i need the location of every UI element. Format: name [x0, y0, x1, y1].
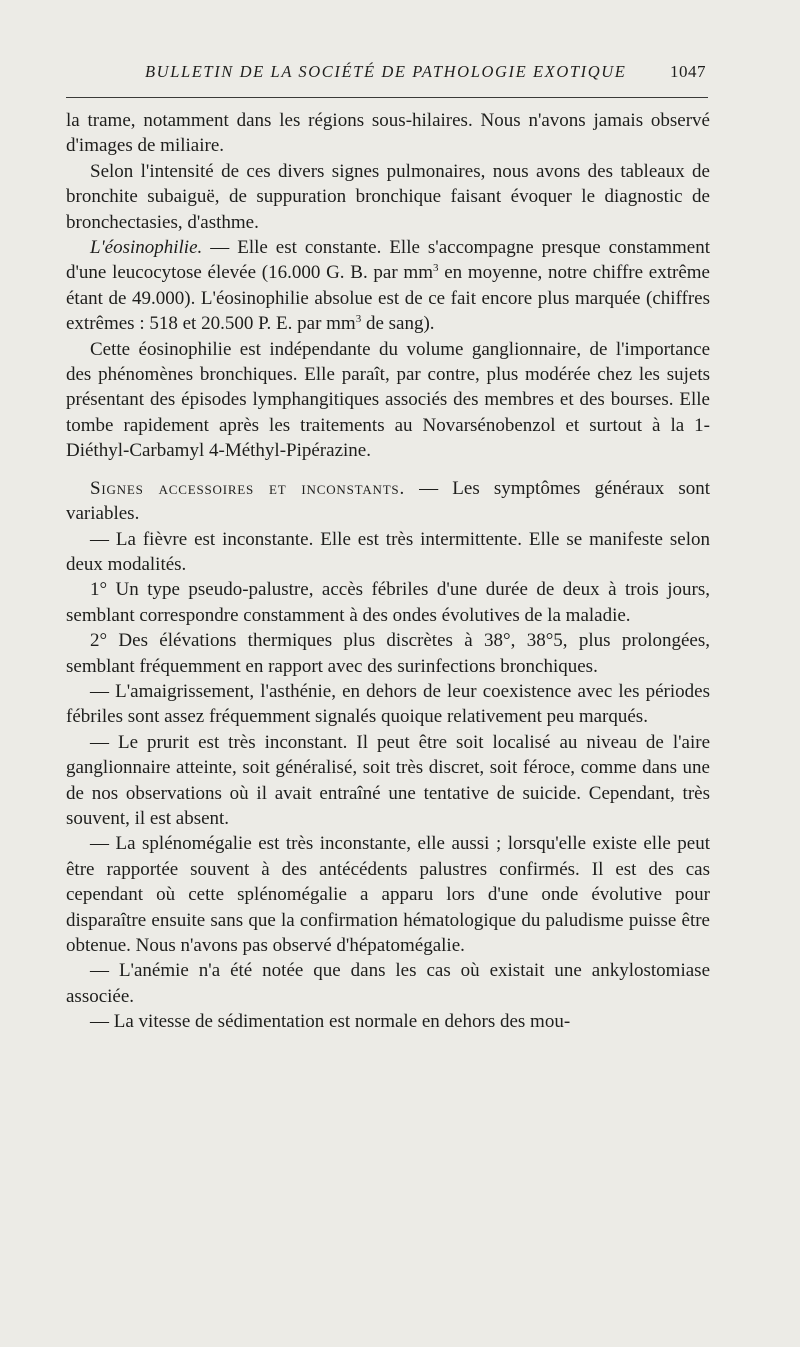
paragraph-title-eosinophilie: L'éosinophilie. — [90, 237, 203, 259]
paragraph-1: la trame, notamment dans les régions sous-hilaires. Nous n'avons jamais observé d'images de miliaire. — [66, 110, 710, 157]
paragraph-amaigrissement: — L'amaigrissement, l'asthénie, en dehors de leur coexistence avec les périodes fébriles sont assez fréquemment signalés quoique relativement peu marqués. — [66, 680, 710, 728]
paragraph-3-part-b: en moyenne, notre chiffre extrême étant de 49.000). L'éosinophilie absolue est de ce fait encore plus marquée (chiffres extrêmes : 518 et 20.500 P. E. par mm — [66, 262, 710, 335]
paragraph-prurit: — Le prurit est très inconstant. Il peut être soit localisé au niveau de l'aire ganglionnaire atteinte, soit généralisé, soit très discret, soit féroce, comme dans une de nos observations où il avait entraîné une tentative de suicide. Cependant, très souvent, il est absent. — [66, 731, 710, 829]
paragraph-type-2: 2° Des élévations thermiques plus discrètes à 38°, 38°5, plus prolongées, semblant fréquemment en rapport avec des surinfections bronchiques. — [66, 630, 710, 677]
section-title: Signes accessoires et inconstants. — [90, 477, 406, 499]
paragraph-eosinophilie — [66, 235, 710, 337]
paragraph-sedimentation: — La vitesse de sédimentation est normale en dehors des mou- — [90, 1011, 571, 1033]
running-title: BULLETIN DE LA SOCIÉTÉ DE PATHOLOGIE EXOTIQUE — [145, 62, 627, 81]
paragraph-type-1: 1° Un type pseudo-palustre, accès fébriles d'une durée de deux à trois jours, semblant correspondre constamment à des ondes évolutives de la maladie. — [66, 579, 710, 626]
superscript-2: 3 — [355, 313, 362, 326]
page-number: 1047 — [670, 62, 706, 81]
paragraph-2: Selon l'intensité de ces divers signes pulmonaires, nous avons des tableaux de bronchite subaiguë, de suppuration bronchique faisant évoquer le diagnostic de bronchectasies, d'asthme. — [66, 160, 710, 233]
superscript-1: 3 — [432, 262, 439, 275]
paragraph-anemie: — L'anémie n'a été notée que dans les cas où existait une ankylostomiase associée. — [66, 960, 710, 1007]
paragraph-3-part-a: — Elle est constante. Elle s'accompagne presque constamment d'une leucocytose élevée (16.000 G. B. par mm — [66, 237, 710, 284]
section-intro: — Les symptômes généraux sont variables. — [66, 477, 711, 525]
paragraph-splenomegalie: — La splénomégalie est très inconstante, elle aussi ; lorsqu'elle existe elle peut être rapportée souvent à des antécédents palustres confirmés. Il est des cas cependant où cette splénomégalie a apparu lors d'une onde évolutive pour disparaître ensuite sans que la confirmation hématologique du paludisme puisse être obtenue. Nous n'avons pas observé d'hépatomégalie. — [66, 833, 710, 956]
paragraph-fievre: — La fièvre est inconstante. Elle est très intermittente. Elle se manifeste selon deux modalités. — [66, 528, 710, 575]
paragraph-4: Cette éosinophilie est indépendante du volume ganglionnaire, de l'importance des phénomènes bronchiques. Elle paraît, par contre, plus modérée chez les sujets présentant des épisodes lymphangitiques associés des membres et des bourses. Elle tombe rapidement après les traitements au Novarsénobenzol et surtout à la 1-Diéthyl-Carbamyl 4-Méthyl-Pipérazine. — [66, 338, 710, 462]
header-rule — [66, 97, 708, 98]
body-text — [66, 108, 710, 1035]
paragraph-3-part-c: de sang). — [361, 313, 435, 335]
page-header — [60, 62, 710, 92]
section-signes-accessoires — [66, 476, 710, 527]
